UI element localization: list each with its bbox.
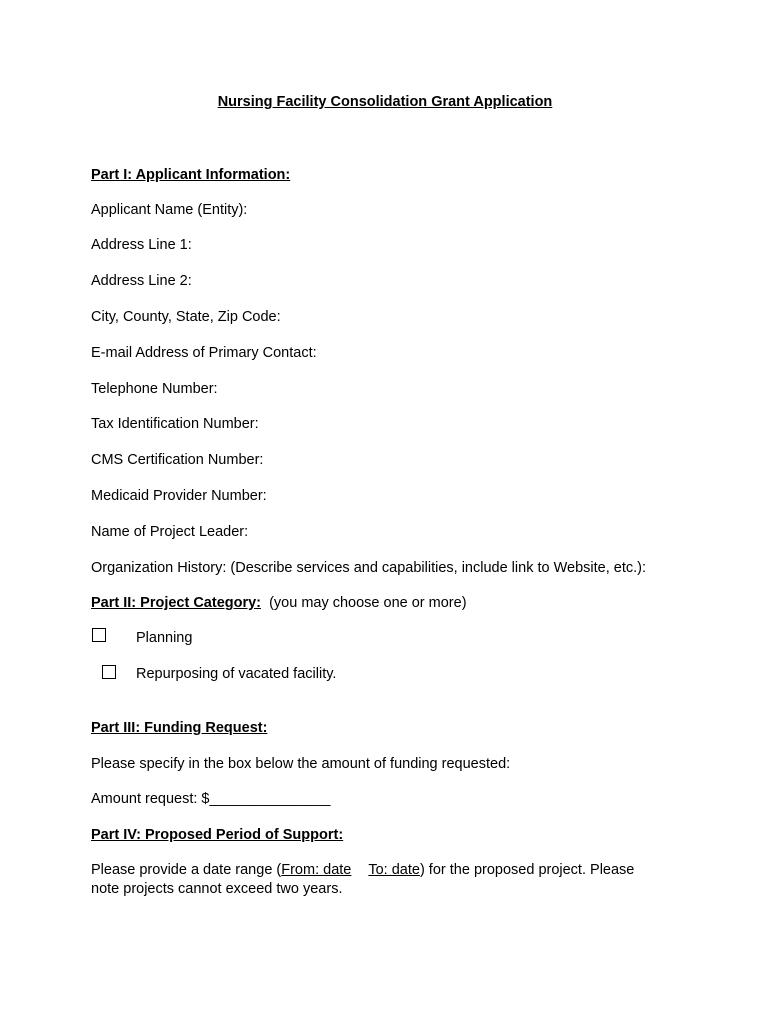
field-applicant-name: Applicant Name (Entity):: [91, 202, 248, 218]
field-address-line-1: Address Line 1:: [91, 237, 192, 253]
field-email: E-mail Address of Primary Contact:: [91, 345, 317, 361]
planning-label: Planning: [136, 630, 193, 646]
repurposing-checkbox[interactable]: [102, 665, 116, 679]
date-range-text-before: Please provide a date range (: [91, 862, 282, 878]
part4-heading: Part IV: Proposed Period of Support:: [91, 827, 344, 843]
field-cms-certification: CMS Certification Number:: [91, 452, 264, 468]
field-address-line-2: Address Line 2:: [91, 273, 192, 289]
date-range-note: note projects cannot exceed two years.: [91, 881, 343, 897]
repurposing-label: Repurposing of vacated facility.: [136, 666, 337, 682]
from-date: From: date: [281, 862, 352, 878]
date-range-line: [91, 861, 634, 879]
field-organization-history: Organization History: (Describe services and capabilities, include link to Website, etc.):: [91, 560, 646, 576]
date-range-text-after: ) for the proposed project. Please: [419, 862, 635, 878]
amount-request-field: Amount request: $_______________: [91, 791, 331, 807]
field-project-leader: Name of Project Leader:: [91, 524, 249, 540]
part2-heading: Part II: Project Category:: [91, 595, 262, 611]
planning-checkbox[interactable]: [92, 628, 106, 642]
field-city-county-state-zip: City, County, State, Zip Code:: [91, 309, 281, 325]
page-title: Nursing Facility Consolidation Grant Application: [217, 94, 553, 110]
part2-note: (you may choose one or more): [269, 595, 467, 611]
funding-instruction: Please specify in the box below the amount of funding requested:: [91, 756, 511, 772]
part3-heading: Part III: Funding Request:: [91, 720, 268, 736]
to-date: To: date: [368, 862, 420, 878]
field-telephone: Telephone Number:: [91, 381, 218, 397]
field-tax-id: Tax Identification Number:: [91, 416, 259, 432]
part2-heading-line: [91, 594, 467, 612]
part1-heading: Part I: Applicant Information:: [91, 167, 291, 183]
field-medicaid-provider: Medicaid Provider Number:: [91, 488, 267, 504]
